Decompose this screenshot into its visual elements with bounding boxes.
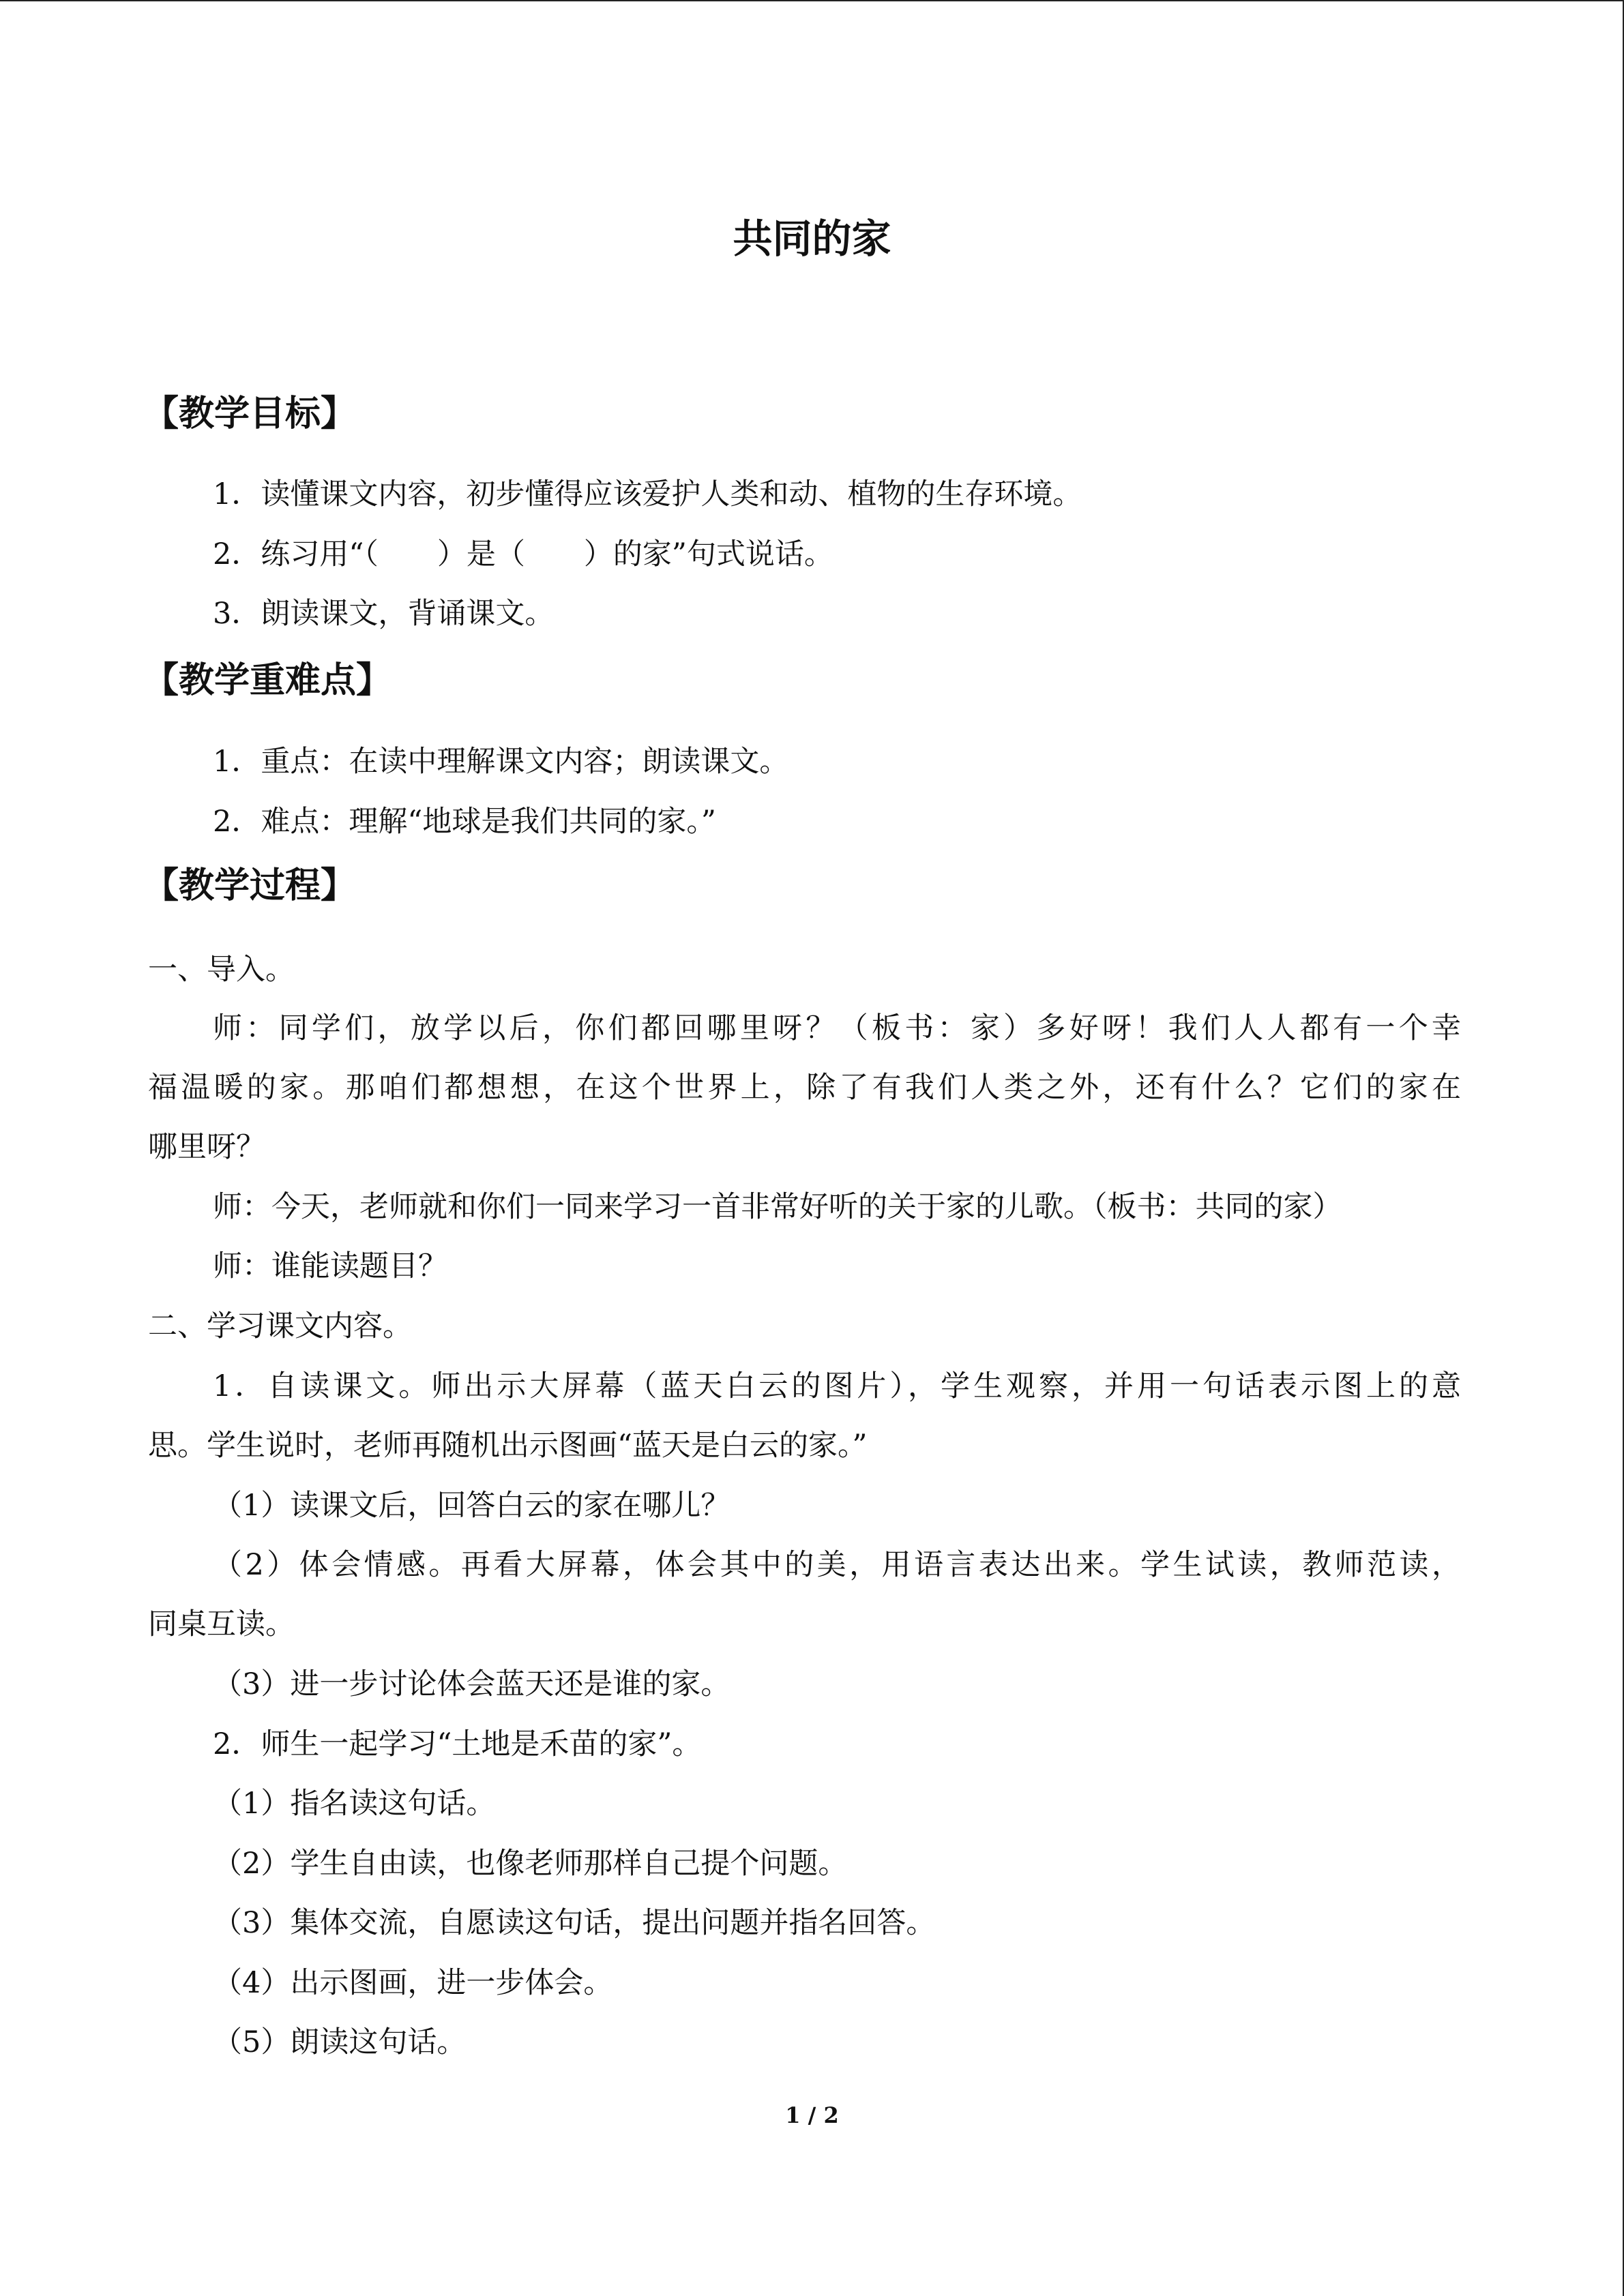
process-line: 思。学生说时，老师再随机出示图画“蓝天是白云的家。”	[148, 1429, 868, 1463]
process-line: 同桌互读。	[148, 1607, 295, 1641]
process-line: 2．师生一起学习“土地是禾苗的家”。	[213, 1727, 702, 1761]
section-heading-objectives: 【教学目标】	[143, 393, 357, 434]
process-line: 福温暖的家。那咱们都想想，在这个世界上，除了有我们人类之外，还有什么？它们的家在	[148, 1071, 1461, 1105]
objective-item: 2．练习用“（ ）是（ ）的家”句式说话。	[213, 537, 833, 571]
process-line: 哪里呀？	[148, 1130, 265, 1164]
process-line: 师：今天，老师就和你们一同来学习一首非常好听的关于家的儿歌。（板书：共同的家）	[213, 1190, 1342, 1224]
process-line: （4）出示图画，进一步体会。	[213, 1966, 613, 2000]
key-point-item: 2．难点：理解“地球是我们共同的家。”	[213, 805, 716, 839]
process-line: （3）进一步讨论体会蓝天还是谁的家。	[213, 1667, 730, 1701]
objective-item: 1．读懂课文内容，初步懂得应该爱护人类和动、植物的生存环境。	[213, 477, 1082, 511]
process-line: 师：谁能读题目？	[213, 1249, 447, 1283]
objective-item: 3．朗读课文，背诵课文。	[213, 597, 555, 631]
document-title: 共同的家	[733, 215, 891, 262]
section-heading-key-points: 【教学重难点】	[143, 659, 392, 701]
process-line: （2）体会情感。再看大屏幕，体会其中的美，用语言表达出来。学生试读，教师范读，	[213, 1548, 1461, 1582]
process-line: 二、学习课文内容。	[148, 1309, 412, 1343]
process-line: （1）指名读这句话。	[213, 1787, 496, 1821]
process-line: （2）学生自由读，也像老师那样自己提个问题。	[213, 1847, 848, 1881]
process-line: 一、导入。	[148, 953, 295, 987]
page-number: 1 / 2	[785, 2102, 839, 2128]
process-line: （5）朗读这句话。	[213, 2025, 467, 2059]
key-point-item: 1．重点：在读中理解课文内容；朗读课文。	[213, 745, 789, 779]
page-top-border	[0, 0, 1624, 1]
process-line: （3）集体交流，自愿读这句话，提出问题并指名回答。	[213, 1906, 936, 1940]
process-line: 师：同学们，放学以后，你们都回哪里呀？（板书：家）多好呀！我们人人都有一个幸	[213, 1011, 1461, 1045]
process-line: （1）读课文后，回答白云的家在哪儿？	[213, 1489, 730, 1523]
section-heading-process: 【教学过程】	[143, 865, 357, 906]
process-line: 1．自读课文。师出示大屏幕（蓝天白云的图片），学生观察，并用一句话表示图上的意	[213, 1369, 1461, 1403]
